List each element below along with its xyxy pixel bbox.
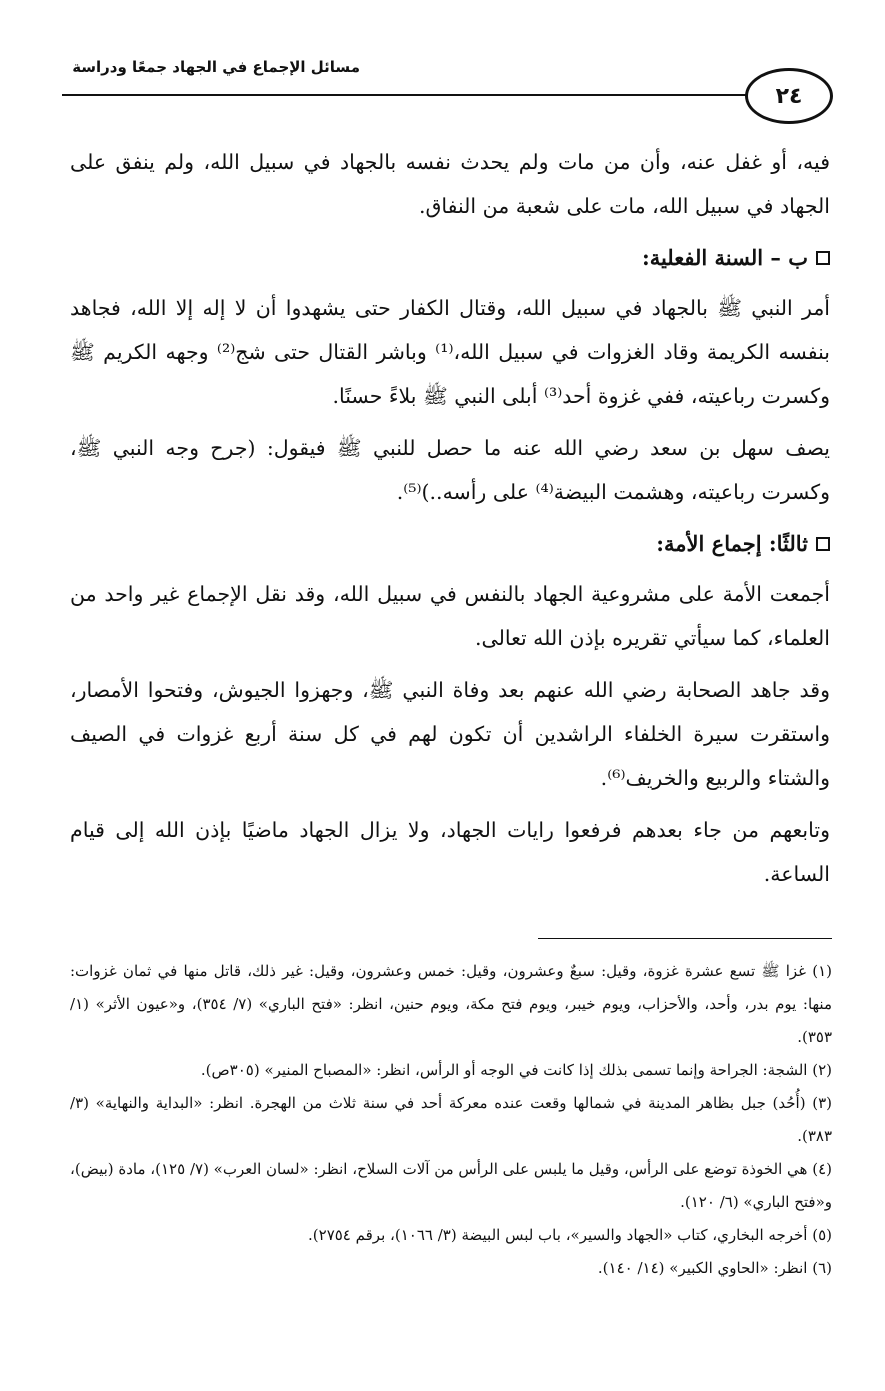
paragraph-3: يصف سهل بن سعد رضي الله عنه ما حصل للنبي ﷺ فيقول: (جرح وجه النبي ﷺ، وكسرت رباعيته، وهشمت البيضة⁽⁴⁾ على رأسه..)⁽⁵⁾.	[70, 436, 830, 504]
footnote-4: (٤) هي الخوذة توضع على الرأس، وقيل ما يلبس على الرأس من آلات السلاح، انظر: «لسان العرب» (٧/ ١٢٥)، مادة (بيض)، و«فتح الباري» (٦/ ١٢٠).	[70, 1160, 832, 1211]
footnote-3: (٣) (أُحُد) جبل بظاهر المدينة في شمالها وقعت عنده معركة أحد في سنة ثلاث من الهجرة. انظر: «البداية والنهاية» (٣/ ٣٨٣).	[70, 1094, 832, 1145]
square-bullet-icon	[816, 537, 830, 551]
paragraph-4: أجمعت الأمة على مشروعية الجهاد بالنفس في سبيل الله، وقد نقل الإجماع غير واحد من العلماء، كما سيأتي تقريره بإذن الله تعالى.	[70, 582, 830, 650]
square-bullet-icon	[816, 251, 830, 265]
main-text	[70, 140, 830, 904]
section-heading-b	[70, 236, 830, 280]
footnote-6: (٦) انظر: «الحاوي الكبير» (١٤/ ١٤٠).	[597, 1259, 832, 1277]
page-number: ٢٤	[745, 68, 833, 124]
paragraph-5: وقد جاهد الصحابة رضي الله عنهم بعد وفاة النبي ﷺ، وجهزوا الجيوش، وفتحوا الأمصار، واستقرت سيرة الخلفاء الراشدين أن تكون لهم في كل سنة أربع غزوات في الصيف والشتاء والربيع والخريف⁽⁶⁾.	[70, 678, 830, 790]
paragraph-6: وتابعهم من جاء بعدهم فرفعوا رايات الجهاد، ولا يزال الجهاد ماضيًا بإذن الله إلى قيام الساعة.	[70, 818, 830, 886]
paragraph-2: أمر النبي ﷺ بالجهاد في سبيل الله، وقتال الكفار حتى يشهدوا أن لا إله إلا الله، فجاهد بنفسه الكريمة وقاد الغزوات في سبيل الله،⁽¹⁾ وباشر القتال حتى شج⁽²⁾ وجهه الكريم ﷺ وكسرت رباعيته، ففي غزوة أحد⁽³⁾ أبلى النبي ﷺ بلاءً حسنًا.	[70, 296, 831, 408]
section-heading-c	[70, 522, 830, 566]
footnote-5: (٥) أخرجه البخاري، كتاب «الجهاد والسير»، باب لبس البيضة (٣/ ١٠٦٦)، برقم ٢٧٥٤).	[308, 1226, 832, 1244]
footnote-2: (٢) الشجة: الجراحة وإنما تسمى بذلك إذا كانت في الوجه أو الرأس، انظر: «المصباح المنير» (٣٠٥ص).	[200, 1061, 832, 1079]
section-heading-b-label: ب – السنة الفعلية:	[641, 245, 808, 270]
footnote-separator	[538, 938, 832, 939]
section-heading-c-label: ثالثًا: إجماع الأمة:	[656, 531, 808, 556]
footnote-1: (١) غزا ﷺ تسع عشرة غزوة، وقيل: سبعٌ وعشرون، وقيل: خمس وعشرون، وقيل: غير ذلك، قاتل منها في ثمان غزوات: منها: يوم بدر، وأحد، والأحزاب، ويوم خيبر، ويوم فتح مكة، ويوم حنين، انظر: «فتح الباري» (٧/ ٣٥٤)، و«عيون الأثر» (١/ ٣٥٣).	[70, 962, 832, 1046]
footnotes	[70, 955, 832, 1285]
paragraph-1: فيه، أو غفل عنه، وأن من مات ولم يحدث نفسه بالجهاد في سبيل الله، ولم ينفق على الجهاد في سبيل الله، مات على شعبة من النفاق.	[70, 150, 830, 218]
header-rule	[62, 94, 750, 96]
running-header-title: مسائل الإجماع في الجهاد جمعًا ودراسة	[72, 58, 360, 76]
